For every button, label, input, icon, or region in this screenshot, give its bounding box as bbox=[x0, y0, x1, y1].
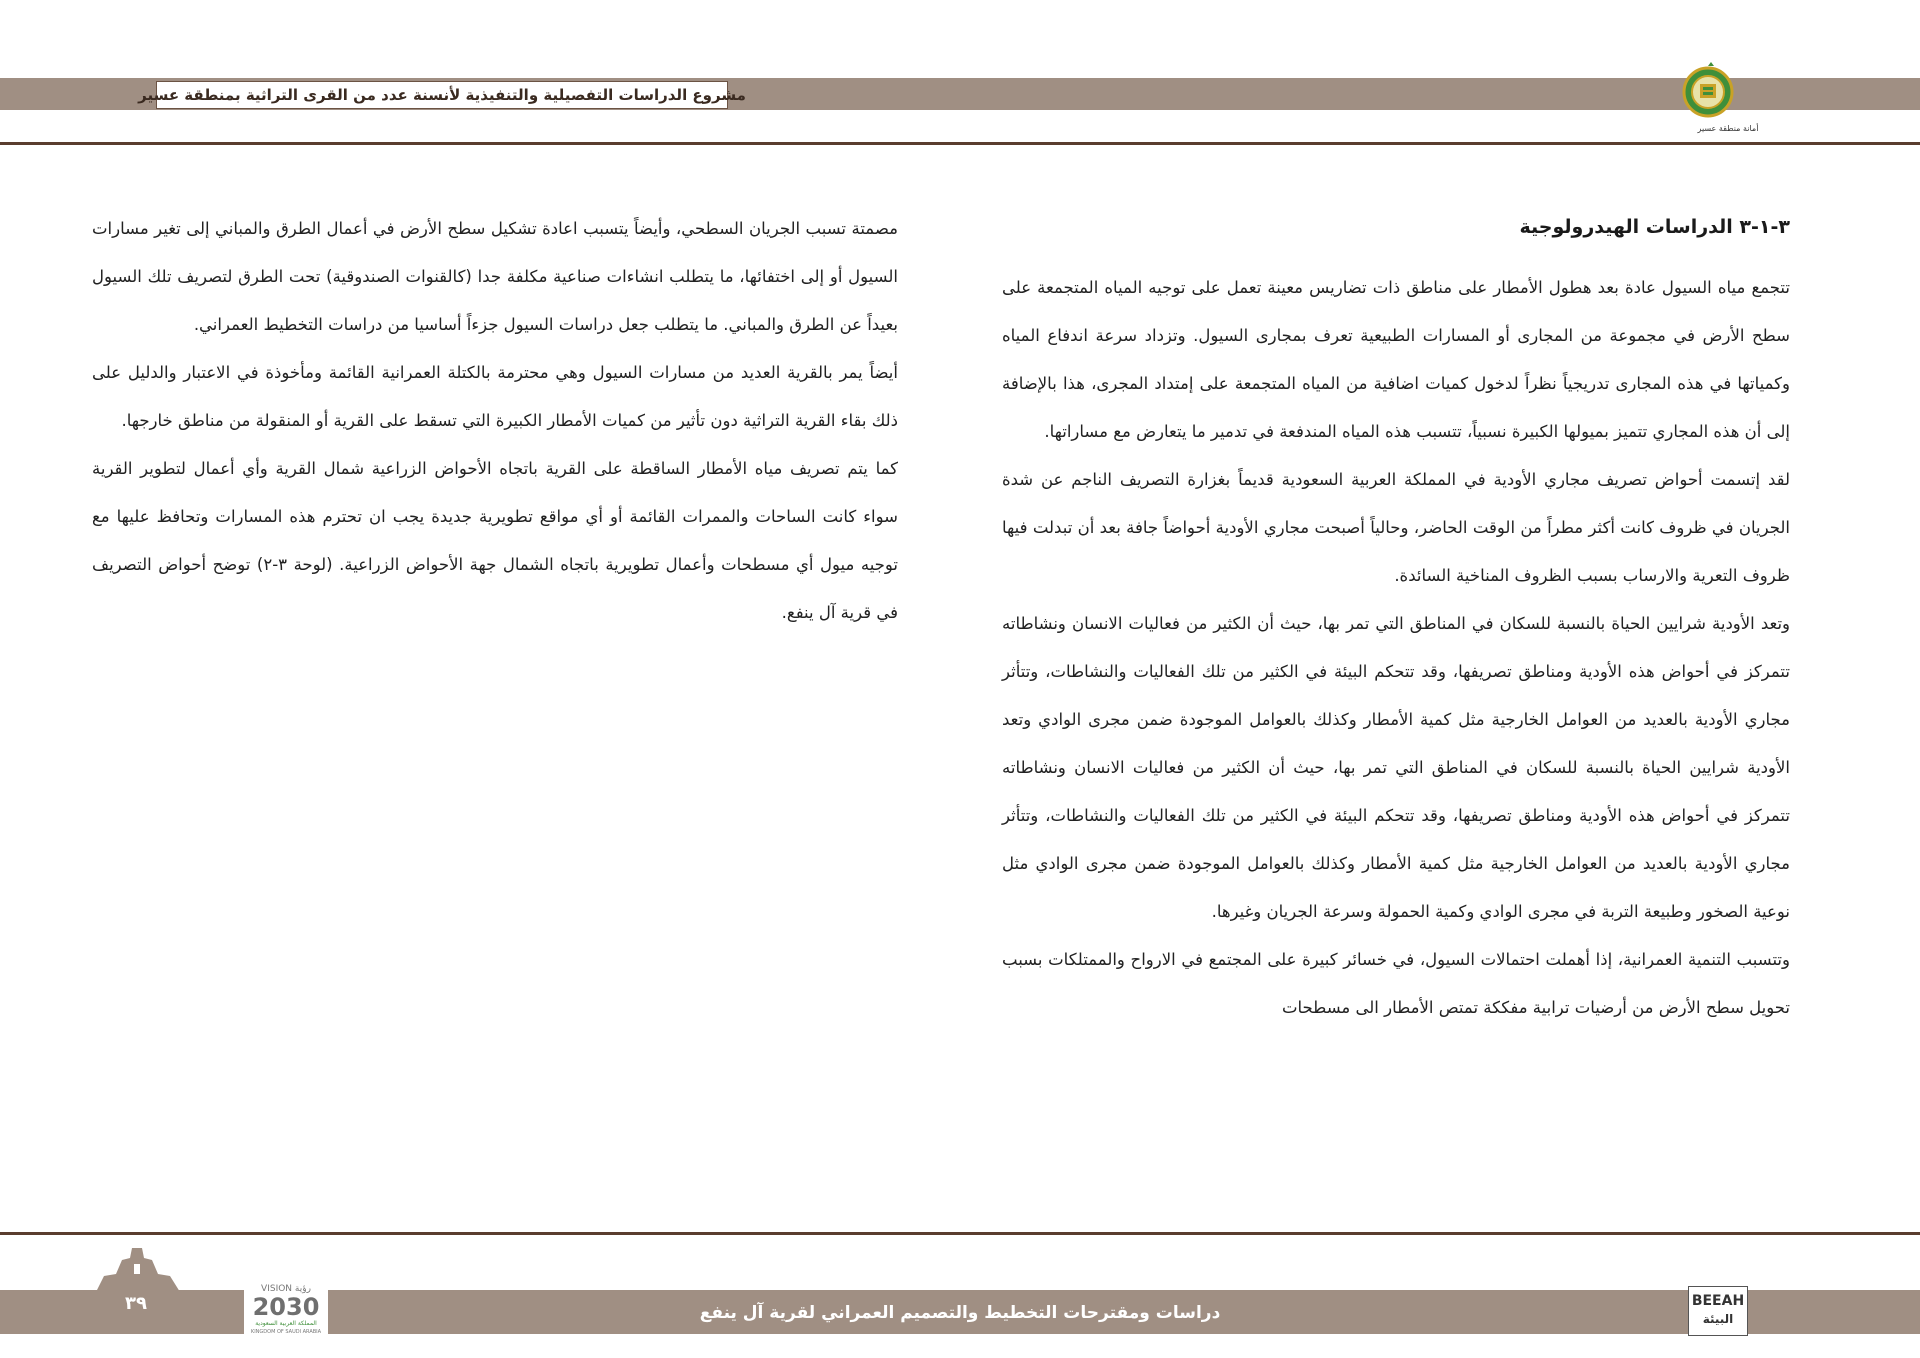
svg-text:2030: 2030 bbox=[252, 1293, 320, 1321]
section-heading: ٣-١-٣ الدراسات الهيدرولوجية bbox=[1519, 216, 1790, 238]
header-rule bbox=[0, 142, 1920, 145]
paragraph: لقد إتسمت أحواض تصريف مجاري الأودية في المملكة العربية السعودية قديماً بغزارة التصريف الناجم عن شدة الجريان في ظروف كانت أكثر مطراً من الوقت الحاضر، وحالياً أصبحت مجاري الأودية أحواضاً جافة بعد أن تبدلت فيها ظروف التعرية والارساب بسبب الظروف المناخية السائدة. bbox=[1002, 470, 1790, 585]
paragraph: وتتسبب التنمية العمرانية، إذا أهملت احتمالات السيول، في خسائر كبيرة على المجتمع في الارواح والممتلكات بسبب تحويل سطح الأرض من أرضيات ترابية مفككة تمتص الأمطار الى مسطحات bbox=[1002, 950, 1790, 1017]
svg-text:VISION رؤية: VISION رؤية bbox=[261, 1284, 311, 1294]
svg-text:البيئة: البيئة bbox=[1702, 1312, 1734, 1326]
paragraph: تتجمع مياه السيول عادة بعد هطول الأمطار على مناطق ذات تضاريس معينة تعمل على توجيه المياه المتجمعة على سطح الأرض في مجموعة من المجارى أو المسارات الطبيعية تعرف بمجارى السيول. وتزداد سرعة اندفاع المياه وكمياتها في هذه المجارى تدريجياً نظراً لدخول كميات اضافية من المياه المتجمعة على إمتداد المجرى، هذا بالإضافة إلى أن هذه المجاري تتميز بميولها الكبيرة نسبياً، تتسبب هذه المياه المندفعة في تدمير ما يتعارض مع مساراتها. bbox=[1002, 278, 1790, 441]
paragraph: وتعد الأودية شرايين الحياة بالنسبة للسكان في المناطق التي تمر بها، حيث أن الكثير من فعاليات الانسان ونشاطاته تتمركز في أحواض هذه الأودية ومناطق تصريفها، وقد تتحكم البيئة في الكثير من تلك الفعاليات والنشاطات، وتتأثر مجاري الأودية بالعديد من العوامل الخارجية مثل كمية الأمطار وكذلك بالعوامل الموجودة ضمن مجرى الوادي وتعد الأودية شرايين الحياة بالنسبة للسكان في المناطق التي تمر بها، حيث أن الكثير من فعاليات الانسان ونشاطاته تتمركز في أحواض هذه الأودية ومناطق تصريفها، وقد تتحكم البيئة في الكثير من تلك الفعاليات والنشاطات، وتتأثر مجاري الأودية بالعديد من العوامل الخارجية مثل كمية الأمطار وكذلك بالعوامل الموجودة ضمن مجرى الوادي مثل نوعية الصخور وطبيعة التربة في مجرى الوادي وكمية الحمولة وسرعة الجريان وغيرها. bbox=[1002, 614, 1790, 921]
svg-text:KINGDOM OF SAUDI ARABIA: KINGDOM OF SAUDI ARABIA bbox=[250, 1329, 322, 1335]
beeah-logo bbox=[1688, 1286, 1748, 1336]
right-column bbox=[1002, 214, 1790, 1032]
page-number: ٣٩ bbox=[125, 1293, 147, 1314]
project-title: مشروع الدراسات التفصيلية والتنفيذية لأنسنة عدد من القرى التراثية بمنطقة عسير bbox=[156, 81, 728, 109]
logo-caption: أمانة منطقة عسير bbox=[1697, 124, 1759, 133]
vision-2030-logo bbox=[244, 1281, 328, 1337]
left-column bbox=[92, 205, 898, 637]
paragraph: مصمتة تسبب الجريان السطحي، وأيضاً يتسبب اعادة تشكيل سطح الأرض في أعمال الطرق والمباني إلى تغير مسارات السيول أو إلى اختفائها، ما يتطلب انشاءات صناعية مكلفة جدا (كالقنوات الصندوقية) تحت الطرق لتصريف تلك السيول بعيداً عن الطرق والمباني. ما يتطلب جعل دراسات السيول جزءاً أساسيا من دراسات التخطيط العمراني. bbox=[92, 219, 898, 334]
footer-title: دراسات ومقترحات التخطيط والتصميم العمراني لقرية آل ينفع bbox=[699, 1303, 1221, 1323]
svg-text:المملكة العربية السعودية: المملكة العربية السعودية bbox=[255, 1320, 317, 1327]
paragraph: أيضاً يمر بالقرية العديد من مسارات السيول وهي محترمة بالكتلة العمرانية القائمة ومأخوذة في الاعتبار والدليل على ذلك بقاء القرية التراثية دون تأثير من كميات الأمطار الكبيرة التي تسقط على القرية أو المنقولة من مناطق خارجها. bbox=[92, 363, 898, 430]
footer-rule bbox=[0, 1232, 1920, 1235]
mud-tower-silhouette-icon bbox=[96, 1244, 180, 1292]
paragraph: كما يتم تصريف مياه الأمطار الساقطة على القرية باتجاه الأحواض الزراعية شمال القرية وأي أعمال لتطوير القرية سواء كانت الساحات والممرات القائمة أو أي مواقع تطويرية جديدة يجب ان تحترم هذه المسارات وتحافظ عليها مع توجيه ميول أي مسطحات وأعمال تطويرية باتجاه الشمال جهة الأحواض الزراعية. (لوحة ٣-٢) توضح أحواض التصريف في قرية آل ينفع. bbox=[92, 459, 898, 622]
svg-text:BEEAH: BEEAH bbox=[1691, 1293, 1745, 1309]
